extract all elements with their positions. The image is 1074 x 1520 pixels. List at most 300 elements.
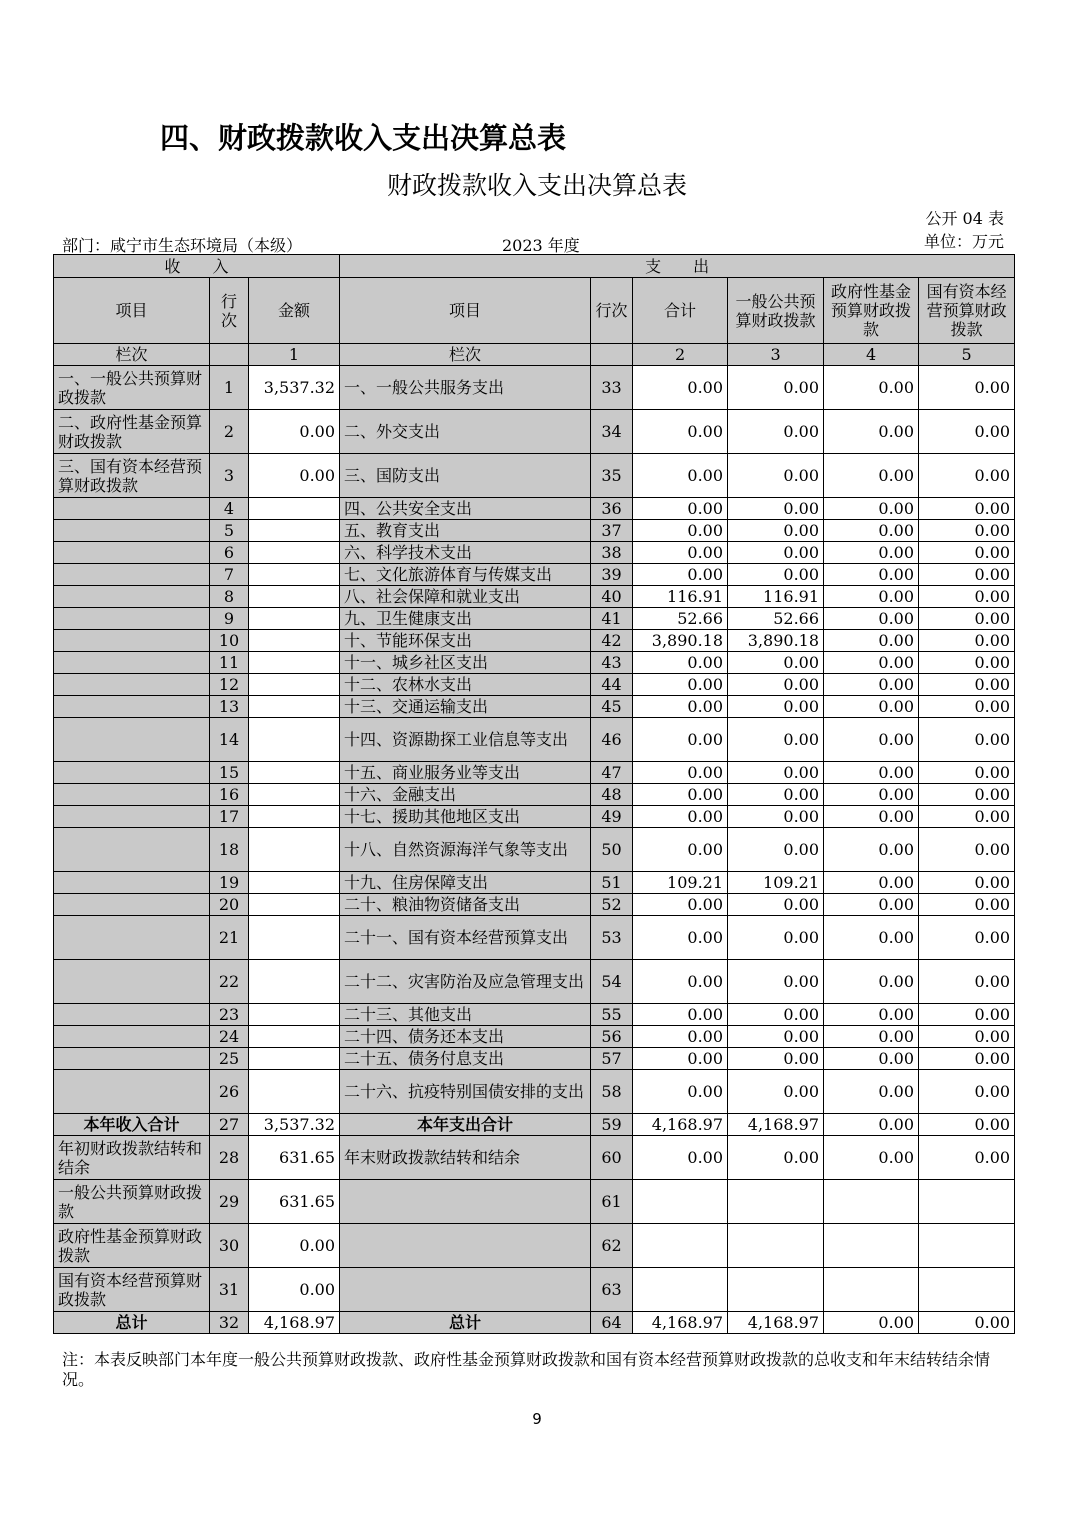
general-budget-amount: 0.00 [728, 784, 824, 806]
expense-total: 0.00 [633, 366, 728, 410]
income-amount: 0.00 [249, 1268, 340, 1312]
general-budget-amount: 0.00 [728, 916, 824, 960]
expense-total: 0.00 [633, 784, 728, 806]
expense-item: 六、科学技术支出 [340, 542, 591, 564]
table-row [54, 718, 1015, 762]
expense-item: 三、国防支出 [340, 454, 591, 498]
general-budget-amount: 0.00 [728, 696, 824, 718]
income-item [54, 894, 210, 916]
state-capital-amount: 0.00 [919, 1004, 1015, 1026]
expense-total: 0.00 [633, 1026, 728, 1048]
expense-item [340, 1224, 591, 1268]
column-number: 2 [633, 344, 728, 366]
general-budget-amount: 0.00 [728, 674, 824, 696]
blank-cell [591, 344, 633, 366]
expense-line-no: 38 [591, 542, 633, 564]
state-capital-amount: 0.00 [919, 498, 1015, 520]
state-capital-amount: 0.00 [919, 894, 1015, 916]
income-item [54, 1070, 210, 1114]
general-budget-amount: 0.00 [728, 718, 824, 762]
form-number: 公开 04 表 [925, 209, 1004, 228]
income-item [54, 784, 210, 806]
fund-budget-amount [824, 1268, 919, 1312]
blank-cell [210, 344, 249, 366]
general-budget-amount: 109.21 [728, 872, 824, 894]
state-capital-amount: 0.00 [919, 366, 1015, 410]
table-row [54, 410, 1015, 454]
income-amount [249, 784, 340, 806]
general-budget-amount: 0.00 [728, 454, 824, 498]
income-amount [249, 806, 340, 828]
general-budget-header: 一般公共预算财政拨款 [728, 278, 824, 344]
income-item: 年初财政拨款结转和结余 [54, 1136, 210, 1180]
table-row [54, 1070, 1015, 1114]
fund-budget-amount: 0.00 [824, 916, 919, 960]
income-item: 一、一般公共预算财政拨款 [54, 366, 210, 410]
expense-line-no: 52 [591, 894, 633, 916]
section-title: 四、财政拨款收入支出决算总表 [160, 121, 567, 155]
income-line-no: 1 [210, 366, 249, 410]
expense-header: 支 出 [340, 255, 1015, 278]
expense-line-no: 61 [591, 1180, 633, 1224]
column-number: 1 [249, 344, 340, 366]
income-amount [249, 960, 340, 1004]
general-budget-amount: 0.00 [728, 762, 824, 784]
expense-item: 十、节能环保支出 [340, 630, 591, 652]
income-amount [249, 1070, 340, 1114]
income-header: 收 入 [54, 255, 340, 278]
state-capital-amount: 0.00 [919, 916, 1015, 960]
expense-total: 0.00 [633, 762, 728, 784]
state-capital-amount: 0.00 [919, 1026, 1015, 1048]
expense-total: 0.00 [633, 652, 728, 674]
expense-item: 十一、城乡社区支出 [340, 652, 591, 674]
income-item [54, 498, 210, 520]
state-capital-amount: 0.00 [919, 1070, 1015, 1114]
income-line-no: 4 [210, 498, 249, 520]
general-budget-amount: 0.00 [728, 520, 824, 542]
income-amount [249, 520, 340, 542]
general-budget-amount: 3,890.18 [728, 630, 824, 652]
fund-budget-amount: 0.00 [824, 630, 919, 652]
expense-total: 0.00 [633, 1004, 728, 1026]
expense-line-no: 43 [591, 652, 633, 674]
income-line-no: 20 [210, 894, 249, 916]
table-row [54, 652, 1015, 674]
expense-total: 0.00 [633, 454, 728, 498]
income-line-no: 7 [210, 564, 249, 586]
table-row [54, 872, 1015, 894]
expense-line-header: 行次 [591, 278, 633, 344]
general-budget-amount [728, 1268, 824, 1312]
income-amount: 0.00 [249, 1224, 340, 1268]
income-line-header: 行次 [210, 278, 249, 344]
table-title: 财政拨款收入支出决算总表 [386, 171, 687, 200]
income-line-no: 3 [210, 454, 249, 498]
expense-item: 二十四、债务还本支出 [340, 1026, 591, 1048]
state-capital-amount [919, 1224, 1015, 1268]
year-label: 2023 年度 [502, 236, 580, 255]
expense-line-no: 51 [591, 872, 633, 894]
expense-total: 0.00 [633, 1136, 728, 1180]
fund-budget-amount: 0.00 [824, 652, 919, 674]
income-item [54, 806, 210, 828]
expense-item: 本年支出合计 [340, 1114, 591, 1136]
income-amount [249, 1004, 340, 1026]
expense-total: 0.00 [633, 960, 728, 1004]
table-row [54, 916, 1015, 960]
fund-budget-amount: 0.00 [824, 564, 919, 586]
income-line-no: 11 [210, 652, 249, 674]
general-budget-amount: 0.00 [728, 828, 824, 872]
fund-budget-amount: 0.00 [824, 542, 919, 564]
expense-item: 五、教育支出 [340, 520, 591, 542]
income-line-no: 5 [210, 520, 249, 542]
fund-budget-amount [824, 1180, 919, 1224]
expense-line-no: 59 [591, 1114, 633, 1136]
income-amount [249, 564, 340, 586]
expense-item [340, 1268, 591, 1312]
income-line-no: 12 [210, 674, 249, 696]
expense-total: 0.00 [633, 828, 728, 872]
fund-budget-amount: 0.00 [824, 806, 919, 828]
general-budget-amount: 0.00 [728, 894, 824, 916]
expense-total: 0.00 [633, 498, 728, 520]
expense-total: 4,168.97 [633, 1114, 728, 1136]
table-row [54, 520, 1015, 542]
general-budget-amount: 0.00 [728, 1048, 824, 1070]
state-capital-amount: 0.00 [919, 608, 1015, 630]
income-item [54, 1004, 210, 1026]
state-capital-amount: 0.00 [919, 564, 1015, 586]
income-amount [249, 498, 340, 520]
income-item: 国有资本经营预算财政拨款 [54, 1268, 210, 1312]
income-item [54, 916, 210, 960]
state-capital-amount: 0.00 [919, 410, 1015, 454]
expense-item: 十七、援助其他地区支出 [340, 806, 591, 828]
expense-total [633, 1268, 728, 1312]
income-line-no: 8 [210, 586, 249, 608]
state-capital-amount: 0.00 [919, 696, 1015, 718]
fund-budget-amount: 0.00 [824, 674, 919, 696]
expense-total: 0.00 [633, 410, 728, 454]
state-capital-amount: 0.00 [919, 652, 1015, 674]
income-line-no: 26 [210, 1070, 249, 1114]
general-budget-amount: 0.00 [728, 542, 824, 564]
fund-budget-header: 政府性基金预算财政拨款 [824, 278, 919, 344]
expense-line-no: 42 [591, 630, 633, 652]
table-row [54, 564, 1015, 586]
page-number: 9 [532, 1410, 542, 1428]
state-capital-amount: 0.00 [919, 674, 1015, 696]
state-capital-amount: 0.00 [919, 872, 1015, 894]
income-line-no: 17 [210, 806, 249, 828]
expense-total: 0.00 [633, 916, 728, 960]
fund-budget-amount: 0.00 [824, 1312, 919, 1334]
table-row [54, 366, 1015, 410]
general-budget-amount: 0.00 [728, 498, 824, 520]
expense-item: 四、公共安全支出 [340, 498, 591, 520]
state-capital-amount: 0.00 [919, 762, 1015, 784]
income-line-no: 14 [210, 718, 249, 762]
expense-total: 52.66 [633, 608, 728, 630]
expense-item: 一、一般公共服务支出 [340, 366, 591, 410]
table-row [54, 762, 1015, 784]
table-row [54, 1004, 1015, 1026]
income-line-no: 22 [210, 960, 249, 1004]
state-capital-amount [919, 1268, 1015, 1312]
table-row [54, 1136, 1015, 1180]
state-capital-amount: 0.00 [919, 630, 1015, 652]
expense-item: 二十二、灾害防治及应急管理支出 [340, 960, 591, 1004]
table-row [54, 586, 1015, 608]
expense-item [340, 1180, 591, 1224]
general-budget-amount [728, 1224, 824, 1268]
state-capital-amount: 0.00 [919, 586, 1015, 608]
expense-line-no: 53 [591, 916, 633, 960]
table-row [54, 784, 1015, 806]
general-budget-amount: 0.00 [728, 1070, 824, 1114]
general-budget-amount: 0.00 [728, 1026, 824, 1048]
expense-item: 总计 [340, 1312, 591, 1334]
income-item [54, 960, 210, 1004]
expense-line-no: 55 [591, 1004, 633, 1026]
expense-item: 十五、商业服务业等支出 [340, 762, 591, 784]
table-row [54, 696, 1015, 718]
general-budget-amount: 0.00 [728, 1004, 824, 1026]
expense-item: 十九、住房保障支出 [340, 872, 591, 894]
income-amount [249, 1048, 340, 1070]
expense-item: 十四、资源勘探工业信息等支出 [340, 718, 591, 762]
state-capital-amount: 0.00 [919, 960, 1015, 1004]
income-item [54, 608, 210, 630]
income-amount [249, 652, 340, 674]
income-line-no: 16 [210, 784, 249, 806]
expense-total: 0.00 [633, 674, 728, 696]
expense-item: 二十三、其他支出 [340, 1004, 591, 1026]
income-amount [249, 674, 340, 696]
income-item-header: 项目 [54, 278, 210, 344]
fund-budget-amount: 0.00 [824, 960, 919, 1004]
fund-budget-amount: 0.00 [824, 498, 919, 520]
income-line-no: 23 [210, 1004, 249, 1026]
expense-item: 年末财政拨款结转和结余 [340, 1136, 591, 1180]
table-row [54, 1048, 1015, 1070]
general-budget-amount: 0.00 [728, 410, 824, 454]
table-row [54, 960, 1015, 1004]
fund-budget-amount: 0.00 [824, 1004, 919, 1026]
income-item [54, 872, 210, 894]
fund-budget-amount: 0.00 [824, 520, 919, 542]
budget-table [53, 254, 1015, 1334]
fund-budget-amount: 0.00 [824, 718, 919, 762]
income-line-no: 30 [210, 1224, 249, 1268]
state-capital-amount: 0.00 [919, 1136, 1015, 1180]
fund-budget-amount: 0.00 [824, 894, 919, 916]
expense-total: 4,168.97 [633, 1312, 728, 1334]
state-capital-amount: 0.00 [919, 784, 1015, 806]
table-row [54, 498, 1015, 520]
expense-line-no: 48 [591, 784, 633, 806]
expense-line-no: 45 [591, 696, 633, 718]
table-row [54, 608, 1015, 630]
income-amount: 631.65 [249, 1180, 340, 1224]
expense-line-no: 36 [591, 498, 633, 520]
fund-budget-amount: 0.00 [824, 762, 919, 784]
income-amount [249, 542, 340, 564]
state-capital-amount: 0.00 [919, 454, 1015, 498]
expense-total: 0.00 [633, 542, 728, 564]
income-item [54, 828, 210, 872]
expense-total: 0.00 [633, 1048, 728, 1070]
income-amount [249, 696, 340, 718]
fund-budget-amount: 0.00 [824, 454, 919, 498]
state-capital-amount: 0.00 [919, 542, 1015, 564]
expense-line-no: 41 [591, 608, 633, 630]
table-note: 注：本表反映部门本年度一般公共预算财政拨款、政府性基金预算财政拨款和国有资本经营预算财政拨款的总收支和年末结转结余情况。 [62, 1350, 991, 1389]
expense-line-no: 33 [591, 366, 633, 410]
fund-budget-amount: 0.00 [824, 366, 919, 410]
expense-line-no: 60 [591, 1136, 633, 1180]
income-item [54, 1048, 210, 1070]
income-line-no: 10 [210, 630, 249, 652]
income-item: 二、政府性基金预算财政拨款 [54, 410, 210, 454]
expense-total [633, 1224, 728, 1268]
fund-budget-amount: 0.00 [824, 586, 919, 608]
expense-total: 0.00 [633, 1070, 728, 1114]
general-budget-amount: 0.00 [728, 1136, 824, 1180]
income-item [54, 630, 210, 652]
income-column-label: 栏次 [54, 344, 210, 366]
expense-line-no: 34 [591, 410, 633, 454]
expense-item: 七、文化旅游体育与传媒支出 [340, 564, 591, 586]
expense-line-no: 64 [591, 1312, 633, 1334]
expense-line-no: 50 [591, 828, 633, 872]
income-item: 一般公共预算财政拨款 [54, 1180, 210, 1224]
expense-line-no: 57 [591, 1048, 633, 1070]
income-line-no: 2 [210, 410, 249, 454]
income-amount [249, 762, 340, 784]
state-capital-header: 国有资本经营预算财政拨款 [919, 278, 1015, 344]
income-item [54, 674, 210, 696]
table-row [54, 806, 1015, 828]
expense-line-no: 62 [591, 1224, 633, 1268]
income-item [54, 1026, 210, 1048]
income-line-no: 19 [210, 872, 249, 894]
fund-budget-amount: 0.00 [824, 828, 919, 872]
expense-total: 116.91 [633, 586, 728, 608]
income-item: 总计 [54, 1312, 210, 1334]
general-budget-amount: 116.91 [728, 586, 824, 608]
expense-total: 0.00 [633, 564, 728, 586]
expense-line-no: 44 [591, 674, 633, 696]
income-item [54, 652, 210, 674]
general-budget-amount: 0.00 [728, 564, 824, 586]
expense-item: 九、卫生健康支出 [340, 608, 591, 630]
column-number: 3 [728, 344, 824, 366]
expense-item: 二、外交支出 [340, 410, 591, 454]
general-budget-amount: 4,168.97 [728, 1312, 824, 1334]
table-row [54, 1224, 1015, 1268]
expense-total: 0.00 [633, 520, 728, 542]
state-capital-amount: 0.00 [919, 1114, 1015, 1136]
expense-item-header: 项目 [340, 278, 591, 344]
income-amount-header: 金额 [249, 278, 340, 344]
state-capital-amount [919, 1180, 1015, 1224]
expense-line-no: 37 [591, 520, 633, 542]
income-amount [249, 608, 340, 630]
fund-budget-amount [824, 1224, 919, 1268]
income-line-no: 29 [210, 1180, 249, 1224]
expense-total [633, 1180, 728, 1224]
income-amount: 3,537.32 [249, 366, 340, 410]
table-row [54, 828, 1015, 872]
expense-column-label: 栏次 [340, 344, 591, 366]
expense-line-no: 47 [591, 762, 633, 784]
fund-budget-amount: 0.00 [824, 1136, 919, 1180]
expense-line-no: 63 [591, 1268, 633, 1312]
table-row [54, 1312, 1015, 1334]
table-row [54, 1268, 1015, 1312]
table-row [54, 454, 1015, 498]
state-capital-amount: 0.00 [919, 828, 1015, 872]
unit-label: 单位：万元 [923, 232, 1004, 251]
state-capital-amount: 0.00 [919, 806, 1015, 828]
income-item [54, 586, 210, 608]
fund-budget-amount: 0.00 [824, 784, 919, 806]
income-amount: 0.00 [249, 454, 340, 498]
expense-item: 二十六、抗疫特别国债安排的支出 [340, 1070, 591, 1114]
general-budget-amount: 0.00 [728, 960, 824, 1004]
income-line-no: 18 [210, 828, 249, 872]
table-row [54, 1180, 1015, 1224]
income-item [54, 762, 210, 784]
income-amount [249, 718, 340, 762]
column-number: 5 [919, 344, 1015, 366]
expense-line-no: 40 [591, 586, 633, 608]
expense-line-no: 56 [591, 1026, 633, 1048]
income-line-no: 32 [210, 1312, 249, 1334]
fund-budget-amount: 0.00 [824, 1114, 919, 1136]
income-amount [249, 872, 340, 894]
expense-item: 十八、自然资源海洋气象等支出 [340, 828, 591, 872]
income-item [54, 564, 210, 586]
expense-item: 二十、粮油物资储备支出 [340, 894, 591, 916]
general-budget-amount [728, 1180, 824, 1224]
table-row [54, 894, 1015, 916]
fund-budget-amount: 0.00 [824, 1070, 919, 1114]
income-line-no: 15 [210, 762, 249, 784]
state-capital-amount: 0.00 [919, 1048, 1015, 1070]
general-budget-amount: 0.00 [728, 652, 824, 674]
income-item: 三、国有资本经营预算财政拨款 [54, 454, 210, 498]
income-item: 政府性基金预算财政拨款 [54, 1224, 210, 1268]
income-line-no: 13 [210, 696, 249, 718]
fund-budget-amount: 0.00 [824, 1026, 919, 1048]
income-amount [249, 586, 340, 608]
income-item [54, 520, 210, 542]
expense-line-no: 58 [591, 1070, 633, 1114]
income-amount [249, 1026, 340, 1048]
department-label: 部门：咸宁市生态环境局（本级） [62, 236, 303, 255]
expense-total: 0.00 [633, 696, 728, 718]
expense-item: 二十五、债务付息支出 [340, 1048, 591, 1070]
expense-item: 二十一、国有资本经营预算支出 [340, 916, 591, 960]
income-amount [249, 828, 340, 872]
income-amount: 0.00 [249, 410, 340, 454]
general-budget-amount: 0.00 [728, 806, 824, 828]
expense-total: 109.21 [633, 872, 728, 894]
